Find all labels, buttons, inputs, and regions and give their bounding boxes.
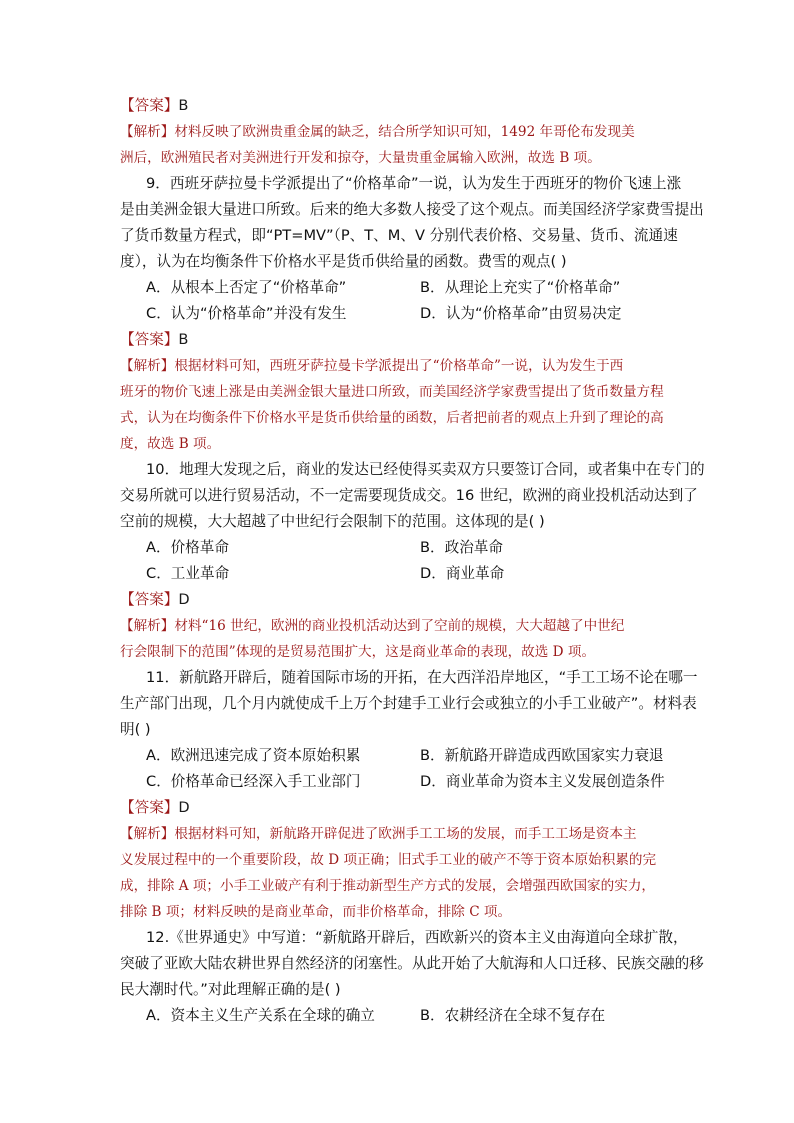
analysis-tag: 【解析】	[120, 358, 175, 374]
question-9-option-d: D．认为“价格革命”由贸易决定	[420, 305, 622, 322]
question-10-line: 交易所就可以进行贸易活动，不一定需要现货成交。16 世纪，欧洲的商业投机活动达到了	[120, 487, 698, 504]
question-9-option-b: B．从理论上充实了“价格革命”	[420, 279, 621, 296]
answer-value: B	[178, 97, 189, 114]
question-11-line: 11．新航路开辟后，随着国际市场的开拓，在大西洋沿岸地区，“手工工场不论在哪一	[146, 669, 698, 686]
analysis-line: 义发展过程中的一个重要阶段，故 D 项正确；旧式手工业的破产不等于资本原始积累的完	[120, 852, 657, 868]
question-12-option-a: A．资本主义生产关系在全球的确立	[146, 1007, 375, 1024]
answer-line	[120, 330, 680, 350]
question-11-option-a: A．欧洲迅速完成了资本原始积累	[146, 747, 361, 764]
analysis-line: 式，认为在均衡条件下价格水平是货币供给量的函数，后者把前者的观点上升到了理论的高	[120, 410, 664, 426]
question-11-line: 生产部门出现，几个月内就使成千上万个封建手工业行会或独立的小手工业破产”。材料表	[120, 695, 697, 712]
question-12-line: 12.《世界通史》中写道：“新航路开辟后，西欧新兴的资本主义由海道向全球扩散，	[146, 929, 688, 946]
analysis-line: 洲后，欧洲殖民者对美洲进行开发和掠夺，大量贵重金属输入欧洲，故选 B 项。	[120, 150, 601, 166]
analysis-line: 【解析】根据材料可知，新航路开辟促进了欧洲手工工场的发展，而手工工场是资本主	[120, 826, 637, 842]
analysis-line: 行会限制下的范围”体现的是贸易范围扩大，这是商业革命的表现，故选 D 项。	[120, 644, 596, 660]
question-10-line: 空前的规模，大大超越了中世纪行会限制下的范围。这体现的是( )	[120, 513, 545, 530]
answer-tag: 【答案】	[120, 97, 179, 114]
question-9-line: 度），认为在均衡条件下价格水平是货币供给量的函数。费雪的观点( )	[120, 253, 567, 270]
answer-line	[120, 798, 680, 818]
analysis-line: 度，故选 B 项。	[120, 436, 221, 452]
question-9-option-a: A．从根本上否定了“价格革命”	[146, 279, 347, 296]
question-12-line: 突破了亚欧大陆农耕世界自然经济的闭塞性。从此开始了大航海和人口迁移、民族交融的移	[120, 955, 704, 972]
analysis-line: 【解析】材料“16 世纪，欧洲的商业投机活动达到了空前的规模，大大超越了中世纪	[120, 618, 625, 634]
question-9-line: 是由美洲金银大量进口所致。后来的绝大多数人接受了这个观点。而美国经济学家费雪提出	[120, 201, 704, 218]
answer-value: B	[178, 331, 189, 348]
answer-value: D	[178, 799, 190, 816]
question-12-line: 民大潮时代。”对此理解正确的是( )	[120, 981, 341, 998]
question-9-line: 了货币数量方程式，即“PT=MV”（P、T、M、V 分别代表价格、交易量、货币、流通速	[120, 227, 678, 244]
question-11-option-c: C．价格革命已经深入手工业部门	[146, 773, 361, 790]
question-10-option-c: C．工业革命	[146, 565, 230, 582]
question-12-option-b: B．农耕经济在全球不复存在	[420, 1007, 606, 1024]
question-10-option-a: A．价格革命	[146, 539, 229, 556]
question-11-option-b: B．新航路开辟造成西欧国家实力衰退	[420, 747, 664, 764]
question-10-option-b: B．政治革命	[420, 539, 503, 556]
answer-line	[120, 96, 680, 116]
question-9-option-c: C．认为“价格革命”并没有发生	[146, 305, 347, 322]
analysis-line: 班牙的物价飞速上涨是由美洲金银大量进口所致，而美国经济学家费雪提出了货币数量方程	[120, 384, 664, 400]
answer-line	[120, 590, 680, 610]
analysis-line: 【解析】材料反映了欧洲贵重金属的缺乏，结合所学知识可知，1492 年哥伦布发现美	[120, 124, 635, 140]
question-11-option-d: D．商业革命为资本主义发展创造条件	[420, 773, 665, 790]
question-9-line: 9．西班牙萨拉曼卡学派提出了“价格革命”一说，认为发生于西班牙的物价飞速上涨	[146, 175, 682, 192]
analysis-tag: 【解析】	[120, 618, 175, 634]
analysis-line: 【解析】根据材料可知，西班牙萨拉曼卡学派提出了“价格革命”一说，认为发生于西	[120, 358, 624, 374]
answer-tag: 【答案】	[120, 331, 179, 348]
analysis-line: 成，排除 A 项；小手工业破产有利于推动新型生产方式的发展，会增强西欧国家的实力，	[120, 878, 656, 894]
analysis-line: 排除 B 项；材料反映的是商业革命，而非价格革命，排除 C 项。	[120, 904, 512, 920]
question-10-line: 10．地理大发现之后，商业的发达已经使得买卖双方只要签订合同，或者集中在专门的	[146, 461, 705, 478]
answer-tag: 【答案】	[120, 799, 179, 816]
analysis-tag: 【解析】	[120, 124, 175, 140]
answer-tag: 【答案】	[120, 591, 179, 608]
answer-value: D	[178, 591, 190, 608]
analysis-tag: 【解析】	[120, 826, 175, 842]
question-10-option-d: D．商业革命	[420, 565, 505, 582]
question-11-line: 明( )	[120, 721, 151, 738]
